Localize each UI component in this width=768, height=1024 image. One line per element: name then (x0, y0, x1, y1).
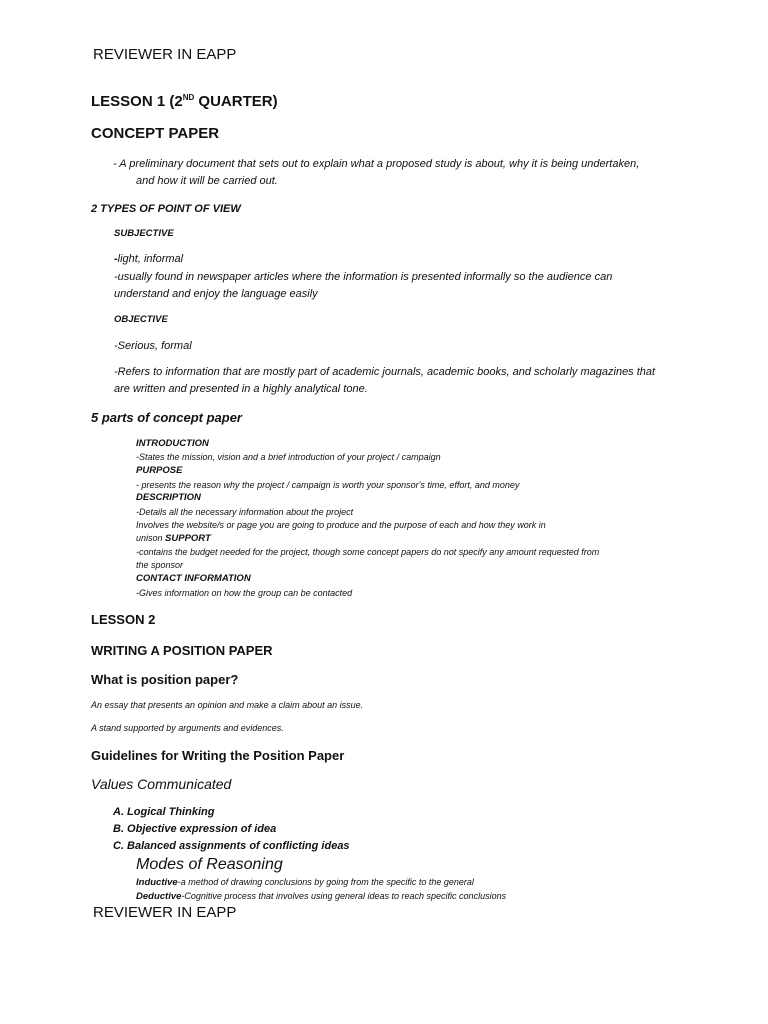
description-text3 (136, 533, 211, 544)
value-item-a: A. Logical Thinking (113, 806, 215, 818)
description-label: DESCRIPTION (136, 492, 201, 503)
concept-paper-heading: CONCEPT PAPER (91, 125, 220, 142)
purpose-label: PURPOSE (136, 465, 183, 476)
lesson2-title: LESSON 2 (91, 612, 156, 627)
document-header: REVIEWER IN EAPP (93, 46, 237, 63)
subjective-line2: -usually found in newspaper articles where the information is presented informally so the audience can (114, 271, 613, 283)
value-item-c: C. Balanced assignments of conflicting ideas (113, 840, 350, 852)
purpose-text: - presents the reason why the project / campaign is worth your sponsor's time, effort, and money (136, 480, 520, 490)
contact-text: -Gives information on how the group can be contacted (136, 588, 353, 598)
deductive-label: Deductive (136, 891, 182, 902)
position-paper-answer2: A stand supported by arguments and evidences. (91, 723, 284, 733)
objective-label: OBJECTIVE (114, 314, 168, 325)
inductive-line (136, 877, 474, 888)
objective-line3: are written and presented in a highly analytical tone. (114, 383, 368, 395)
support-label: SUPPORT (165, 533, 211, 544)
inductive-label: Inductive (136, 877, 178, 888)
description-text3-prefix: unison (136, 533, 166, 543)
subjective-dash: - (114, 253, 118, 265)
values-heading: Values Communicated (91, 776, 232, 792)
deductive-line (136, 891, 506, 902)
footer-header: REVIEWER IN EAPP (93, 904, 237, 921)
lesson2-subtitle: WRITING A POSITION PAPER (91, 643, 273, 658)
deductive-text: -Cognitive process that involves using general ideas to reach specific conclusions (181, 891, 507, 901)
subjective-line1-text: light, informal (117, 253, 184, 265)
value-item-b: B. Objective expression of idea (113, 823, 277, 835)
position-paper-question: What is position paper? (91, 672, 239, 687)
support-text1: -contains the budget needed for the project, though some concept papers do not specify any amount requested from (136, 547, 600, 557)
lesson1-title-post: QUARTER) (194, 93, 278, 110)
pov-heading: 2 TYPES OF POINT OF VIEW (91, 203, 241, 215)
intro-label: INTRODUCTION (136, 438, 209, 449)
support-text2: the sponsor (136, 560, 184, 570)
lesson1-title (91, 93, 278, 110)
objective-line2: -Refers to information that are mostly part of academic journals, academic books, and scholarly magazines that (114, 366, 656, 378)
concept-definition-line2: and how it will be carried out. (136, 175, 278, 187)
description-text2: Involves the website/s or page you are going to produce and the purpose of each and how they work in (136, 520, 546, 530)
objective-line1: -Serious, formal (114, 340, 192, 352)
parts-heading: 5 parts of concept paper (91, 410, 242, 425)
subjective-line1 (114, 253, 183, 265)
lesson1-title-pre: LESSON 1 (2 (91, 93, 183, 110)
subjective-line3: understand and enjoy the language easily (114, 288, 318, 300)
description-text1: -Details all the necessary information about the project (136, 507, 354, 517)
concept-definition-line1: - A preliminary document that sets out to explain what a proposed study is about, why it is being undertaken, (113, 158, 640, 170)
position-paper-answer1: An essay that presents an opinion and make a claim about an issue. (91, 700, 364, 710)
guidelines-heading: Guidelines for Writing the Position Paper (91, 748, 345, 763)
lesson1-title-sup: ND (182, 93, 195, 102)
modes-heading: Modes of Reasoning (136, 856, 283, 873)
subjective-label: SUBJECTIVE (114, 228, 174, 239)
intro-text: -States the mission, vision and a brief introduction of your project / campaign (136, 452, 441, 462)
contact-label: CONTACT INFORMATION (136, 573, 251, 584)
inductive-text: -a method of drawing conclusions by going from the specific to the general (177, 877, 474, 887)
